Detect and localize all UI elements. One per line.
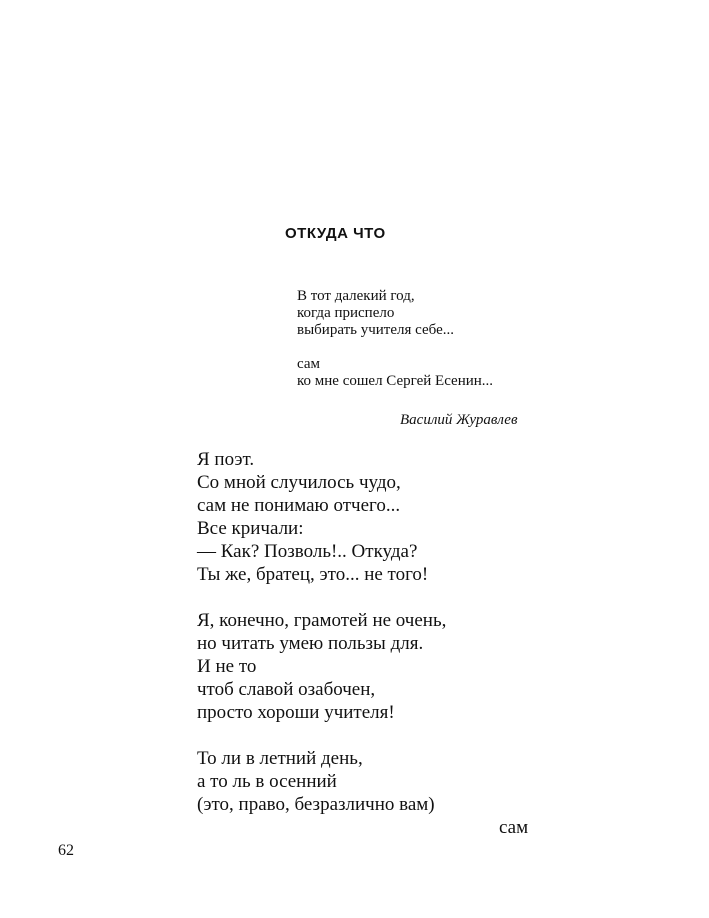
epigraph-line: когда приспело xyxy=(297,305,395,321)
epigraph-stanza xyxy=(297,288,493,339)
epigraph-line: сам xyxy=(297,356,320,372)
poem-stanza xyxy=(197,747,528,839)
page-number: 62 xyxy=(58,842,74,859)
poem-line: Ты же, братец, это... не того! xyxy=(197,564,429,585)
poem-title: ОТКУДА ЧТО xyxy=(285,225,386,242)
poem-line: сам xyxy=(499,817,529,838)
poem-line: Все кричали: xyxy=(197,518,304,539)
poem-line: Со мной случилось чудо, xyxy=(197,472,401,493)
poem-stanza xyxy=(197,609,528,724)
poem-line: а то ль в осенний xyxy=(197,771,337,792)
poem-line: просто хороши учителя! xyxy=(197,702,395,723)
poem-line: (это, право, безразлично вам) xyxy=(197,794,435,815)
poem-line: сам не понимаю отчего... xyxy=(197,495,401,516)
epigraph-stanza xyxy=(297,356,493,390)
epigraph-author: Василий Журавлев xyxy=(400,412,518,428)
epigraph-line: ко мне сошел Сергей Есенин... xyxy=(297,373,494,389)
poem-line: То ли в летний день, xyxy=(197,748,363,769)
poem-body xyxy=(197,448,528,839)
poem-stanza xyxy=(197,448,528,586)
epigraph xyxy=(297,288,493,390)
poem-line: чтоб славой озабочен, xyxy=(197,679,376,700)
epigraph-line: выбирать учителя себе... xyxy=(297,322,454,338)
epigraph-line: В тот далекий год, xyxy=(297,288,415,304)
poem-line: но читать умею пользы для. xyxy=(197,633,424,654)
poem-line: Я, конечно, грамотей не очень, xyxy=(197,610,447,631)
poem-line: И не то xyxy=(197,656,257,677)
poem-line: Я поэт. xyxy=(197,449,255,470)
poem-line: — Как? Позволь!.. Откуда? xyxy=(197,541,418,562)
